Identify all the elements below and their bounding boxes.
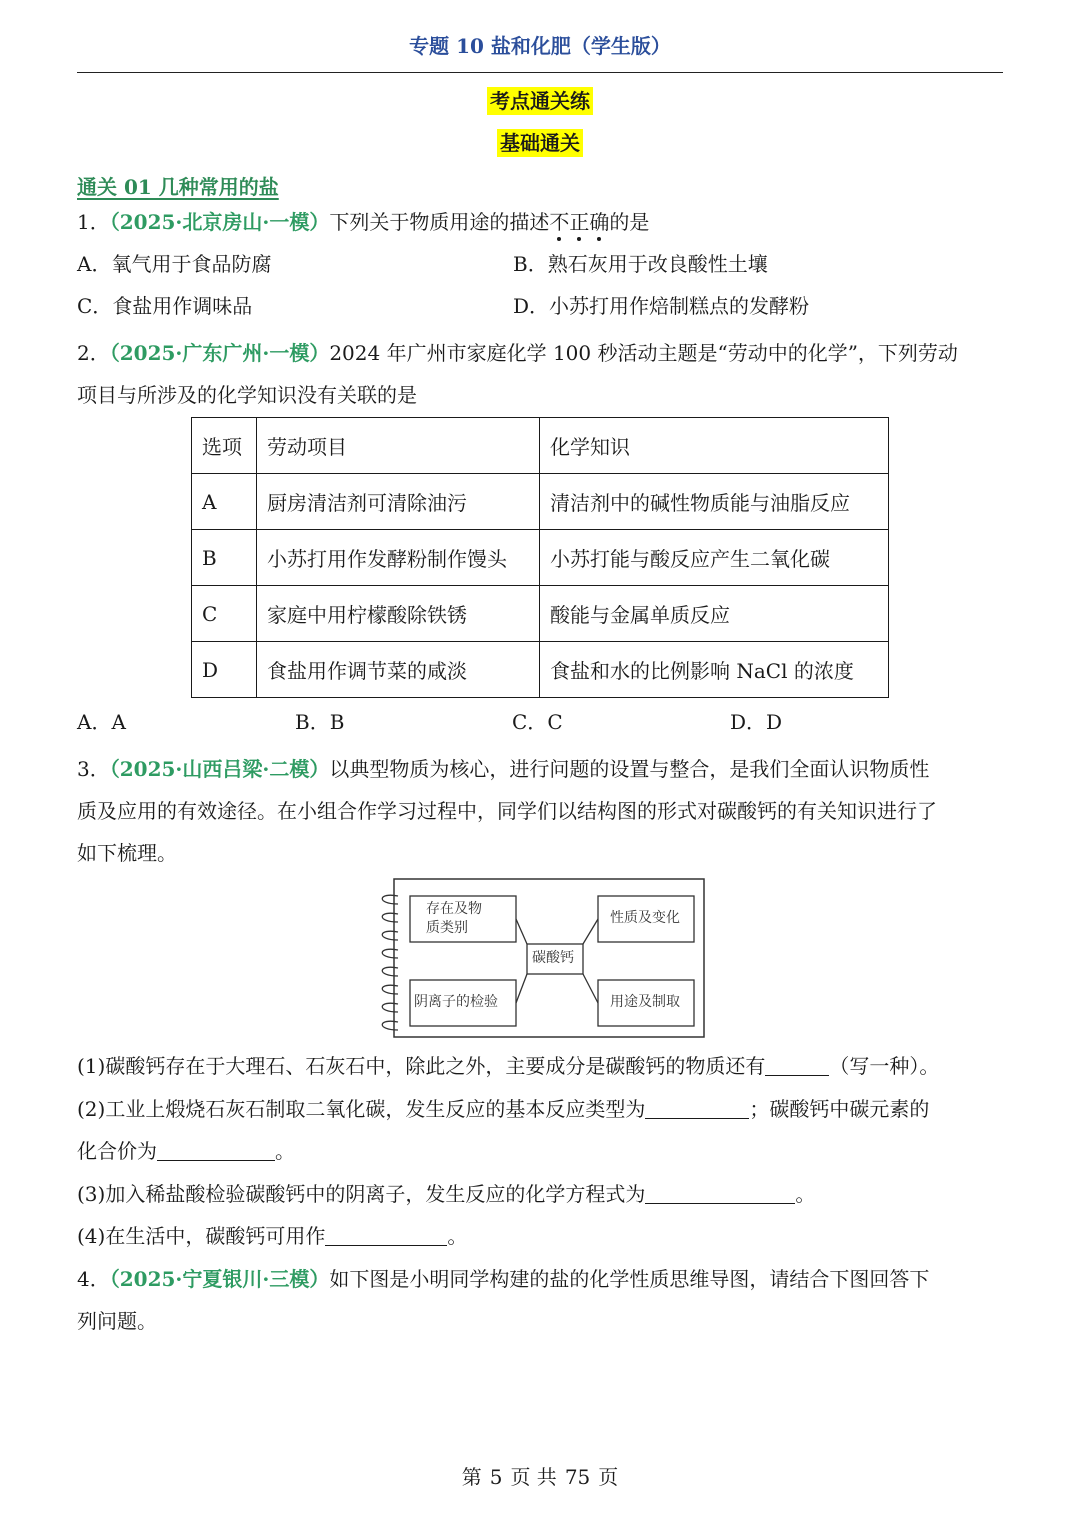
q4-number: 4． xyxy=(77,1267,110,1291)
diagram-center-caco3: 碳酸钙 xyxy=(532,950,574,966)
q2-option-c[interactable]: C．C xyxy=(512,710,563,734)
q1-emphasis-char: 确 xyxy=(589,210,610,234)
diagram-box-uses: 用途及制取 xyxy=(610,994,680,1010)
q1-option-c[interactable]: C．食盐用作调味品 xyxy=(77,294,253,318)
table-cell: D xyxy=(192,642,257,698)
q1-option-a[interactable]: A．氧气用于食品防腐 xyxy=(77,252,272,276)
answer-blank[interactable] xyxy=(765,1055,829,1076)
table-header-row xyxy=(192,418,889,474)
q3-stem-line3: 如下梳理。 xyxy=(77,841,177,865)
q3-stem-line2: 质及应用的有效途径。在小组合作学习过程中，同学们以结构图的形式对碳酸钙的有关知识进行了 xyxy=(77,799,937,823)
q1-option-b[interactable]: B．熟石灰用于改良酸性土壤 xyxy=(513,252,768,276)
q4-source: （2025·宁夏银川·三模） xyxy=(109,1267,330,1291)
table-cell: 厨房清洁剂可清除油污 xyxy=(257,474,540,530)
table-cell: B xyxy=(192,530,257,586)
page-total: 75 xyxy=(564,1465,591,1489)
q1-stem xyxy=(77,209,1007,235)
table-row xyxy=(192,586,889,642)
q1-source: （2025·北京房山·一模） xyxy=(109,210,330,234)
table-cell: 食盐和水的比例影响 NaCl 的浓度 xyxy=(540,642,889,698)
table-header-cell: 选项 xyxy=(192,418,257,474)
q2-number: 2． xyxy=(77,341,110,365)
q1-stem-before: 下列关于物质用途的描述 xyxy=(329,210,550,234)
answer-blank[interactable] xyxy=(645,1098,749,1119)
calcium-carbonate-structure-diagram xyxy=(370,876,708,1042)
page-header-title: 专题 10 盐和化肥（学生版） xyxy=(409,34,671,58)
table-cell: 小苏打用作发酵粉制作馒头 xyxy=(257,530,540,586)
q2-option-b[interactable]: B．B xyxy=(295,710,345,734)
q1-number: 1． xyxy=(77,210,110,234)
q4-stem-text: 如下图是小明同学构建的盐的化学性质思维导图，请结合下图回答下 xyxy=(329,1267,930,1291)
diagram-box-properties: 性质及变化 xyxy=(610,910,680,926)
diagram-box-existence: 存在及物 质类别 xyxy=(426,901,482,936)
q3-sub3: (3)加入稀盐酸检验碳酸钙中的阴离子，发生反应的化学方程式为 。 xyxy=(77,1182,816,1206)
q1-emphasis-char: 正 xyxy=(569,210,590,234)
q1-emphasis-char: 不 xyxy=(549,210,570,234)
table-row xyxy=(192,642,889,698)
q3-sub2: (2)工业上煅烧石灰石制取二氧化碳，发生反应的基本反应类型为 ；碳酸钙中碳元素的 xyxy=(77,1097,930,1121)
table-cell: 小苏打能与酸反应产生二氧化碳 xyxy=(540,530,889,586)
q3-number: 3． xyxy=(77,757,110,781)
q2-stem-line2: 项目与所涉及的化学知识没有关联的是 xyxy=(77,383,417,407)
q2-stem-text: 2024 年广州市家庭化学 100 秒活动主题是“劳动中的化学”，下列劳动 xyxy=(329,341,958,365)
heading-basic: 基础通关 xyxy=(497,129,583,157)
table-cell: A xyxy=(192,474,257,530)
heading-practice-row xyxy=(0,85,1080,114)
answer-blank[interactable] xyxy=(645,1183,795,1204)
table-header-cell: 化学知识 xyxy=(540,418,889,474)
q2-option-d[interactable]: D．D xyxy=(730,710,783,734)
heading-practice: 考点通关练 xyxy=(487,87,593,115)
q3-stem-text: 以典型物质为核心，进行问题的设置与整合，是我们全面认识物质性 xyxy=(329,757,930,781)
table-row xyxy=(192,530,889,586)
table-cell: C xyxy=(192,586,257,642)
q3-stem-line1 xyxy=(77,756,1007,782)
q1-stem-after: 的是 xyxy=(609,210,650,234)
q3-sub4: (4)在生活中，碳酸钙可用作 。 xyxy=(77,1224,468,1248)
q4-stem-line2: 列问题。 xyxy=(77,1309,157,1333)
answer-blank[interactable] xyxy=(325,1225,447,1246)
q2-table xyxy=(191,417,889,698)
table-row xyxy=(192,474,889,530)
section-title: 通关 01 几种常用的盐 xyxy=(77,175,279,199)
q3-sub2-cont: 化合价为 。 xyxy=(77,1139,295,1163)
spiral-binding-icon xyxy=(382,895,398,1030)
q2-option-a[interactable]: A．A xyxy=(77,710,126,734)
heading-basic-row xyxy=(0,127,1080,156)
page-footer: 第 5 页 共 75 页 xyxy=(461,1465,619,1489)
header-rule xyxy=(77,72,1003,73)
table-cell: 食盐用作调节菜的咸淡 xyxy=(257,642,540,698)
answer-blank[interactable] xyxy=(157,1140,275,1161)
q2-stem-line1 xyxy=(77,340,1007,366)
q3-source: （2025·山西吕梁·二模） xyxy=(109,757,330,781)
table-cell: 家庭中用柠檬酸除铁锈 xyxy=(257,586,540,642)
q4-stem-line1 xyxy=(77,1266,1007,1292)
page-number: 5 xyxy=(489,1465,503,1489)
table-header-cell: 劳动项目 xyxy=(257,418,540,474)
q3-sub1: (1)碳酸钙存在于大理石、石灰石中，除此之外，主要成分是碳酸钙的物质还有 （写一种）。 xyxy=(77,1054,940,1078)
table-cell: 清洁剂中的碱性物质能与油脂反应 xyxy=(540,474,889,530)
table-cell: 酸能与金属单质反应 xyxy=(540,586,889,642)
q2-source: （2025·广东广州·一模） xyxy=(109,341,330,365)
diagram-box-anion-test: 阴离子的检验 xyxy=(414,994,498,1010)
q1-option-d[interactable]: D．小苏打用作焙制糕点的发酵粉 xyxy=(513,294,810,318)
